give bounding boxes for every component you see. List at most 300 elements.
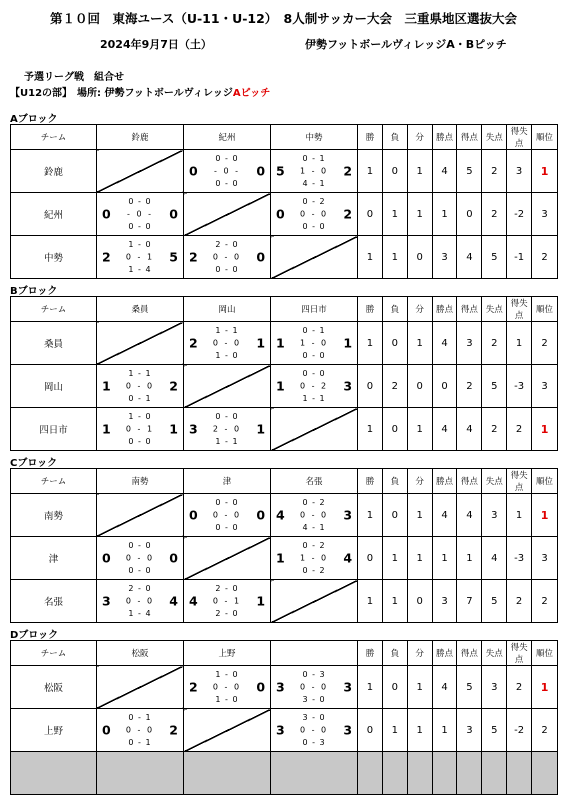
team-name: 鈴鹿: [11, 150, 97, 193]
total-score-left: 0: [101, 550, 111, 566]
table-row: [11, 494, 558, 537]
match-result-body: [271, 193, 357, 235]
team-name: 松阪: [11, 666, 97, 709]
extra-score: 1 - 1: [215, 437, 239, 446]
table-header-row: [11, 641, 558, 666]
header-cell: 分: [407, 297, 432, 322]
match-result: [184, 236, 271, 279]
block-label: Dブロック: [10, 630, 59, 641]
table-row: [11, 537, 558, 580]
total-score-left: 3: [189, 421, 198, 437]
wins-cell: 0: [358, 709, 383, 752]
total-score-right: 0: [256, 163, 266, 179]
total-score-left: 0: [276, 206, 285, 222]
first-half-score: 0 - 3: [302, 670, 326, 679]
total-score-right: 3: [343, 378, 353, 394]
match-result: [271, 666, 358, 709]
goals-against-cell: 2: [482, 193, 507, 236]
second-half-score: 0 - 0: [125, 553, 155, 563]
second-half-score: 0 - 0: [212, 682, 242, 692]
match-result-body: [271, 150, 357, 192]
wins-cell: 0: [358, 537, 383, 580]
header-cell: 中勢: [271, 125, 358, 150]
goal-difference-cell: [507, 752, 532, 795]
wins-cell: 1: [358, 150, 383, 193]
match-result: [184, 322, 271, 365]
draws-cell: 1: [407, 666, 432, 709]
draws-cell: 0: [407, 365, 432, 408]
losses-cell: 0: [382, 150, 407, 193]
goal-difference-cell: 1: [507, 494, 532, 537]
total-score-right: 3: [343, 722, 353, 738]
extra-score: 0 - 0: [128, 566, 152, 575]
goals-for-cell: 2: [457, 365, 482, 408]
team-name: [11, 752, 97, 795]
empty-cell: [184, 752, 271, 795]
extra-score: 0 - 1: [128, 738, 152, 747]
match-result: [96, 236, 183, 279]
total-score-right: 5: [169, 249, 178, 265]
draws-cell: [407, 752, 432, 795]
header-cell: 得失点: [507, 641, 532, 666]
total-score-left: 4: [189, 593, 198, 609]
goals-for-cell: 0: [457, 193, 482, 236]
team-name: 名張: [11, 580, 97, 623]
self-match-diagonal: [271, 580, 358, 623]
wins-cell: 1: [358, 322, 383, 365]
rank-cell: 1: [532, 150, 558, 193]
match-result-body: [271, 537, 357, 579]
match-result-body: [97, 537, 183, 579]
total-score-right: 0: [169, 206, 178, 222]
points-cell: 3: [432, 580, 457, 623]
second-half-score: 0 - 0: [212, 252, 242, 262]
self-match-diagonal: [96, 150, 183, 193]
second-half-score: 0 - 0: [299, 209, 329, 219]
total-score-left: 1: [276, 550, 285, 566]
extra-score: 2 - 0: [215, 609, 239, 618]
total-score-right: 3: [343, 679, 353, 695]
header-cell: 勝点: [432, 125, 457, 150]
total-score-left: 1: [276, 335, 285, 351]
first-half-score: 1 - 0: [128, 240, 152, 249]
total-score-right: 3: [343, 507, 353, 523]
second-half-score: 0 - 0: [299, 510, 329, 520]
losses-cell: 1: [382, 580, 407, 623]
second-half-score: 1 - 0: [299, 338, 329, 348]
extra-score: 0 - 0: [302, 222, 326, 231]
first-half-score: 2 - 0: [215, 584, 239, 593]
second-half-score: 0 - 0: [125, 596, 155, 606]
total-score-right: 1: [169, 421, 178, 437]
losses-cell: 0: [382, 494, 407, 537]
points-cell: 4: [432, 322, 457, 365]
extra-score: 0 - 0: [302, 351, 326, 360]
match-result-body: [184, 150, 270, 192]
second-half-score: 2 - 0: [212, 424, 242, 434]
team-name: 岡山: [11, 365, 97, 408]
total-score-right: 0: [256, 507, 266, 523]
first-half-score: 0 - 1: [302, 326, 326, 335]
draws-cell: 1: [407, 709, 432, 752]
total-score-right: 1: [256, 421, 266, 437]
header-cell: 順位: [532, 641, 558, 666]
extra-score: 4 - 1: [302, 179, 326, 188]
losses-cell: 0: [382, 408, 407, 451]
points-cell: 0: [432, 365, 457, 408]
draws-cell: 1: [407, 494, 432, 537]
second-half-score: 0 - 0: [212, 338, 242, 348]
match-result-body: [184, 408, 270, 450]
draws-cell: 1: [407, 322, 432, 365]
header-cell: 負: [382, 297, 407, 322]
second-half-score: 0 - 0: [299, 725, 329, 735]
match-result: [271, 537, 358, 580]
header-cell: 名張: [271, 469, 358, 494]
goals-against-cell: 5: [482, 365, 507, 408]
header-cell: チーム: [11, 297, 97, 322]
total-score-left: 1: [101, 378, 111, 394]
second-half-score: - 0 -: [214, 166, 240, 176]
table-header-row: [11, 469, 558, 494]
team-name: 四日市: [11, 408, 97, 451]
goal-difference-cell: 1: [507, 322, 532, 365]
first-half-score: 1 - 0: [128, 412, 152, 421]
header-cell: 得失点: [507, 469, 532, 494]
total-score-left: 2: [189, 249, 198, 265]
goals-against-cell: 5: [482, 580, 507, 623]
rank-cell: 2: [532, 709, 558, 752]
match-result-body: [271, 666, 357, 708]
header-cell: 勝: [358, 125, 383, 150]
self-match-diagonal: [96, 494, 183, 537]
second-half-score: 1 - 0: [299, 553, 329, 563]
header-cell: チーム: [11, 641, 97, 666]
total-score-right: 1: [256, 335, 266, 351]
match-result: [184, 580, 271, 623]
header-cell: 失点: [482, 469, 507, 494]
extra-score: 0 - 0: [128, 222, 152, 231]
points-cell: 3: [432, 236, 457, 279]
self-match-diagonal: [271, 236, 358, 279]
match-result-body: [184, 580, 270, 622]
total-score-left: 2: [189, 335, 198, 351]
extra-score: 3 - 0: [302, 695, 326, 704]
goals-against-cell: 4: [482, 537, 507, 580]
first-half-score: 0 - 0: [128, 541, 152, 550]
rank-cell: 1: [532, 408, 558, 451]
match-result-body: [184, 322, 270, 364]
header-cell: 岡山: [184, 297, 271, 322]
rank-cell: 2: [532, 580, 558, 623]
second-half-score: 0 - 0: [299, 682, 329, 692]
block-label: Bブロック: [10, 286, 58, 297]
extra-score: 0 - 0: [215, 523, 239, 532]
header-cell: 順位: [532, 125, 558, 150]
team-name: 上野: [11, 709, 97, 752]
header-cell: 勝点: [432, 297, 457, 322]
match-result: [96, 709, 183, 752]
team-name: 紀州: [11, 193, 97, 236]
first-half-score: 0 - 0: [215, 498, 239, 507]
goals-against-cell: [482, 752, 507, 795]
goals-for-cell: 5: [457, 150, 482, 193]
header-cell: 失点: [482, 641, 507, 666]
match-result-body: [271, 494, 357, 536]
first-half-score: 2 - 0: [128, 584, 152, 593]
header-cell: 失点: [482, 125, 507, 150]
first-half-score: 0 - 0: [128, 197, 152, 206]
goals-for-cell: 4: [457, 408, 482, 451]
goals-against-cell: 5: [482, 709, 507, 752]
header-cell: 勝点: [432, 641, 457, 666]
wins-cell: 1: [358, 494, 383, 537]
match-result-body: [271, 709, 357, 751]
wins-cell: 1: [358, 580, 383, 623]
table-row: [11, 365, 558, 408]
extra-score: 0 - 0: [128, 437, 152, 446]
points-cell: 4: [432, 150, 457, 193]
header-cell: 松阪: [96, 641, 183, 666]
extra-score: 4 - 1: [302, 523, 326, 532]
losses-cell: 1: [382, 193, 407, 236]
goals-for-cell: 3: [457, 709, 482, 752]
losses-cell: 1: [382, 537, 407, 580]
points-cell: 1: [432, 709, 457, 752]
event-venue: 伊勢フットボールヴィレッジA・Bピッチ: [305, 38, 507, 51]
first-half-score: 0 - 2: [302, 197, 326, 206]
extra-score: 1 - 4: [128, 609, 152, 618]
header-cell: 得点: [457, 469, 482, 494]
header-cell: 勝: [358, 641, 383, 666]
total-score-left: 1: [101, 421, 111, 437]
header-cell: 失点: [482, 297, 507, 322]
match-result: [271, 193, 358, 236]
second-half-score: 1 - 0: [299, 166, 329, 176]
extra-score: 1 - 0: [215, 695, 239, 704]
header-cell: 勝: [358, 469, 383, 494]
wins-cell: [358, 752, 383, 795]
goal-difference-cell: -3: [507, 537, 532, 580]
rank-cell: 1: [532, 666, 558, 709]
table-header-row: [11, 125, 558, 150]
second-half-score: 0 - 0: [125, 725, 155, 735]
match-result-body: [184, 666, 270, 708]
league-table: [10, 124, 558, 279]
total-score-right: 2: [169, 722, 178, 738]
draws-cell: 0: [407, 236, 432, 279]
match-result: [184, 666, 271, 709]
match-result-body: [271, 365, 357, 407]
points-cell: 4: [432, 666, 457, 709]
extra-score: 1 - 4: [128, 265, 152, 274]
total-score-right: 0: [256, 679, 266, 695]
division-pitch: Aピッチ: [232, 88, 271, 99]
header-cell: 負: [382, 125, 407, 150]
goal-difference-cell: -3: [507, 365, 532, 408]
first-half-score: 1 - 0: [215, 670, 239, 679]
header-cell: 四日市: [271, 297, 358, 322]
match-result-body: [97, 408, 183, 450]
losses-cell: 0: [382, 666, 407, 709]
rank-cell: 3: [532, 193, 558, 236]
match-result: [96, 193, 183, 236]
header-cell: 負: [382, 469, 407, 494]
points-cell: [432, 752, 457, 795]
header-cell: 負: [382, 641, 407, 666]
draws-cell: 1: [407, 150, 432, 193]
header-cell: 分: [407, 469, 432, 494]
second-half-score: 0 - 1: [212, 596, 242, 606]
second-half-score: - 0 -: [127, 209, 153, 219]
second-half-score: 0 - 1: [125, 252, 155, 262]
goals-for-cell: 4: [457, 236, 482, 279]
division-line: [10, 84, 270, 99]
goals-against-cell: 2: [482, 408, 507, 451]
header-cell: 順位: [532, 469, 558, 494]
header-cell: 順位: [532, 297, 558, 322]
rank-cell: 3: [532, 537, 558, 580]
points-cell: 1: [432, 537, 457, 580]
total-score-left: 3: [101, 593, 111, 609]
empty-cell: [96, 752, 183, 795]
extra-score: 0 - 0: [215, 179, 239, 188]
match-result-body: [184, 236, 270, 278]
total-score-right: 4: [169, 593, 178, 609]
match-result: [184, 408, 271, 451]
rank-cell: [532, 752, 558, 795]
total-score-left: 4: [276, 507, 285, 523]
table-row: [11, 408, 558, 451]
goal-difference-cell: 2: [507, 666, 532, 709]
losses-cell: 2: [382, 365, 407, 408]
team-name: 中勢: [11, 236, 97, 279]
rank-cell: 3: [532, 365, 558, 408]
total-score-left: 0: [189, 163, 198, 179]
header-cell: チーム: [11, 125, 97, 150]
goal-difference-cell: -2: [507, 709, 532, 752]
match-result-body: [97, 236, 183, 278]
self-match-diagonal: [96, 666, 183, 709]
match-result-body: [97, 365, 183, 407]
team-name: 南勢: [11, 494, 97, 537]
total-score-left: 0: [101, 206, 111, 222]
extra-score: 0 - 2: [302, 566, 326, 575]
first-half-score: 0 - 2: [302, 541, 326, 550]
total-score-right: 2: [343, 206, 353, 222]
team-name: 桑員: [11, 322, 97, 365]
table-header-row: [11, 297, 558, 322]
first-half-score: 0 - 0: [215, 154, 239, 163]
self-match-diagonal: [271, 408, 358, 451]
second-half-score: 0 - 0: [125, 381, 155, 391]
losses-cell: 1: [382, 236, 407, 279]
match-result-body: [271, 322, 357, 364]
division-prefix: 【U12の部】 場所: 伊勢フットボールヴィレッジ: [10, 88, 233, 99]
goal-difference-cell: -1: [507, 236, 532, 279]
header-cell: 得失点: [507, 125, 532, 150]
table-row: [11, 150, 558, 193]
goal-difference-cell: 2: [507, 580, 532, 623]
match-result-body: [97, 580, 183, 622]
draws-cell: 0: [407, 580, 432, 623]
total-score-left: 2: [189, 679, 198, 695]
self-match-diagonal: [184, 193, 271, 236]
goal-difference-cell: -2: [507, 193, 532, 236]
total-score-right: 0: [169, 550, 178, 566]
league-table: [10, 296, 558, 451]
self-match-diagonal: [184, 365, 271, 408]
goals-against-cell: 2: [482, 150, 507, 193]
goals-for-cell: 1: [457, 537, 482, 580]
section-title: 予選リーグ戦 組合せ: [24, 72, 124, 83]
league-table: [10, 640, 558, 795]
goals-for-cell: 7: [457, 580, 482, 623]
total-score-right: 2: [343, 163, 353, 179]
points-cell: 1: [432, 193, 457, 236]
second-half-score: 0 - 0: [212, 510, 242, 520]
empty-cell: [271, 752, 358, 795]
header-cell: 鈴鹿: [96, 125, 183, 150]
match-result: [96, 537, 183, 580]
header-cell: 分: [407, 125, 432, 150]
self-match-diagonal: [96, 322, 183, 365]
header-cell: 分: [407, 641, 432, 666]
match-result: [96, 365, 183, 408]
total-score-right: 4: [343, 550, 353, 566]
losses-cell: 1: [382, 709, 407, 752]
total-score-right: 0: [256, 249, 266, 265]
extra-score: 0 - 3: [302, 738, 326, 747]
header-cell: 勝: [358, 297, 383, 322]
extra-score: 0 - 1: [128, 394, 152, 403]
goals-against-cell: 5: [482, 236, 507, 279]
self-match-diagonal: [184, 537, 271, 580]
total-score-left: 3: [276, 679, 285, 695]
header-cell: 得失点: [507, 297, 532, 322]
losses-cell: [382, 752, 407, 795]
first-half-score: 0 - 2: [302, 498, 326, 507]
wins-cell: 1: [358, 236, 383, 279]
total-score-left: 5: [276, 163, 285, 179]
wins-cell: 0: [358, 365, 383, 408]
total-score-left: 2: [101, 249, 111, 265]
header-cell: 津: [184, 469, 271, 494]
total-score-left: 3: [276, 722, 285, 738]
table-row: [11, 709, 558, 752]
match-result-body: [184, 494, 270, 536]
total-score-left: 0: [101, 722, 111, 738]
extra-score: 1 - 0: [215, 351, 239, 360]
goals-for-cell: 5: [457, 666, 482, 709]
block-label: Aブロック: [10, 114, 58, 125]
header-cell: 得点: [457, 641, 482, 666]
wins-cell: 1: [358, 408, 383, 451]
first-half-score: 0 - 1: [128, 713, 152, 722]
table-row: [11, 193, 558, 236]
table-row: [11, 236, 558, 279]
rank-cell: 2: [532, 322, 558, 365]
match-result: [184, 150, 271, 193]
rank-cell: 2: [532, 236, 558, 279]
goals-for-cell: 4: [457, 494, 482, 537]
total-score-left: 0: [189, 507, 198, 523]
points-cell: 4: [432, 408, 457, 451]
wins-cell: 0: [358, 193, 383, 236]
table-row: [11, 752, 558, 795]
match-result-body: [97, 709, 183, 751]
first-half-score: 1 - 1: [215, 326, 239, 335]
